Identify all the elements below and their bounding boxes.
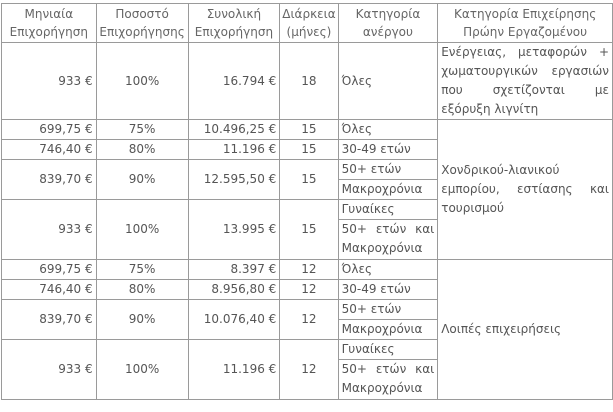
total-cell: 11.196 € — [188, 140, 280, 160]
category-line: Γυναίκες — [341, 342, 395, 356]
total-cell: 11.196 € — [188, 340, 280, 400]
percent-cell: 90% — [96, 300, 188, 340]
category-cell — [338, 200, 438, 260]
monthly-cell: 933 € — [2, 200, 97, 260]
category-line: Μακροχρόνια — [339, 319, 438, 339]
duration-cell: 12 — [280, 280, 338, 300]
header-duration: Διάρκεια (μήνες) — [280, 4, 338, 43]
monthly-cell: 933 € — [2, 43, 97, 120]
category-cell — [338, 340, 438, 400]
percent-cell: 80% — [96, 280, 188, 300]
percent-cell: 100% — [96, 43, 188, 120]
monthly-cell: 699,75 € — [2, 260, 97, 280]
table-row — [2, 260, 613, 280]
total-cell: 12.595,50 € — [188, 160, 280, 200]
monthly-cell: 746,40 € — [2, 140, 97, 160]
duration-cell: 15 — [280, 200, 338, 260]
table-row — [2, 120, 613, 140]
duration-cell: 12 — [280, 340, 338, 400]
percent-cell: 100% — [96, 200, 188, 260]
percent-cell: 75% — [96, 120, 188, 140]
monthly-cell: 699,75 € — [2, 120, 97, 140]
percent-cell: 80% — [96, 140, 188, 160]
category-line: 50+ ετών και Μακροχρόνια — [339, 359, 438, 398]
category-cell: Όλες — [338, 260, 438, 280]
monthly-cell: 933 € — [2, 340, 97, 400]
total-cell: 10.076,40 € — [188, 300, 280, 340]
total-cell: 13.995 € — [188, 200, 280, 260]
percent-cell: 90% — [96, 160, 188, 200]
total-cell: 8.397 € — [188, 260, 280, 280]
header-row — [2, 4, 613, 43]
category-line: 50+ ετών — [341, 302, 402, 316]
header-unemployed-category: Κατηγορία ανέργου — [338, 4, 438, 43]
duration-cell: 15 — [280, 160, 338, 200]
total-cell: 10.496,25 € — [188, 120, 280, 140]
duration-cell: 12 — [280, 260, 338, 280]
category-cell — [338, 300, 438, 340]
duration-cell: 18 — [280, 43, 338, 120]
category-cell: Όλες — [338, 120, 438, 140]
category-cell — [338, 160, 438, 200]
total-cell: 8.956,80 € — [188, 280, 280, 300]
grant-table — [1, 3, 613, 400]
table-row — [2, 43, 613, 120]
monthly-cell: 746,40 € — [2, 280, 97, 300]
percent-cell: 75% — [96, 260, 188, 280]
category-line: Γυναίκες — [341, 202, 395, 216]
monthly-cell: 839,70 € — [2, 160, 97, 200]
category-cell: 30-49 ετών — [338, 140, 438, 160]
percent-cell: 100% — [96, 340, 188, 400]
category-line: Μακροχρόνια — [339, 179, 438, 199]
category-line: 50+ ετών και Μακροχρόνια — [339, 219, 438, 258]
header-grant-percent: Ποσοστό Επιχορήγησης — [96, 4, 188, 43]
header-monthly-grant: Μηνιαία Επιχορήγηση — [2, 4, 97, 43]
category-line: 50+ ετών — [341, 162, 402, 176]
duration-cell: 15 — [280, 140, 338, 160]
business-category-cell: Ενέργειας, μεταφορών + χωματουργικών εργασιών που σχετίζονται με εξόρυξη λιγνίτη — [438, 43, 613, 120]
category-cell: 30-49 ετών — [338, 280, 438, 300]
monthly-cell: 839,70 € — [2, 300, 97, 340]
header-business-category: Κατηγορία Επιχείρησης Πρώην Εργαζομένου — [438, 4, 613, 43]
business-category-cell: Λοιπές επιχειρήσεις — [438, 260, 613, 400]
category-cell: Όλες — [338, 43, 438, 120]
duration-cell: 12 — [280, 300, 338, 340]
header-total-grant: Συνολική Επιχορήγηση — [188, 4, 280, 43]
business-category-cell: Χονδρικού-λιανικού εμπορίου, εστίασης και τουρισμού — [438, 120, 613, 260]
duration-cell: 15 — [280, 120, 338, 140]
total-cell: 16.794 € — [188, 43, 280, 120]
